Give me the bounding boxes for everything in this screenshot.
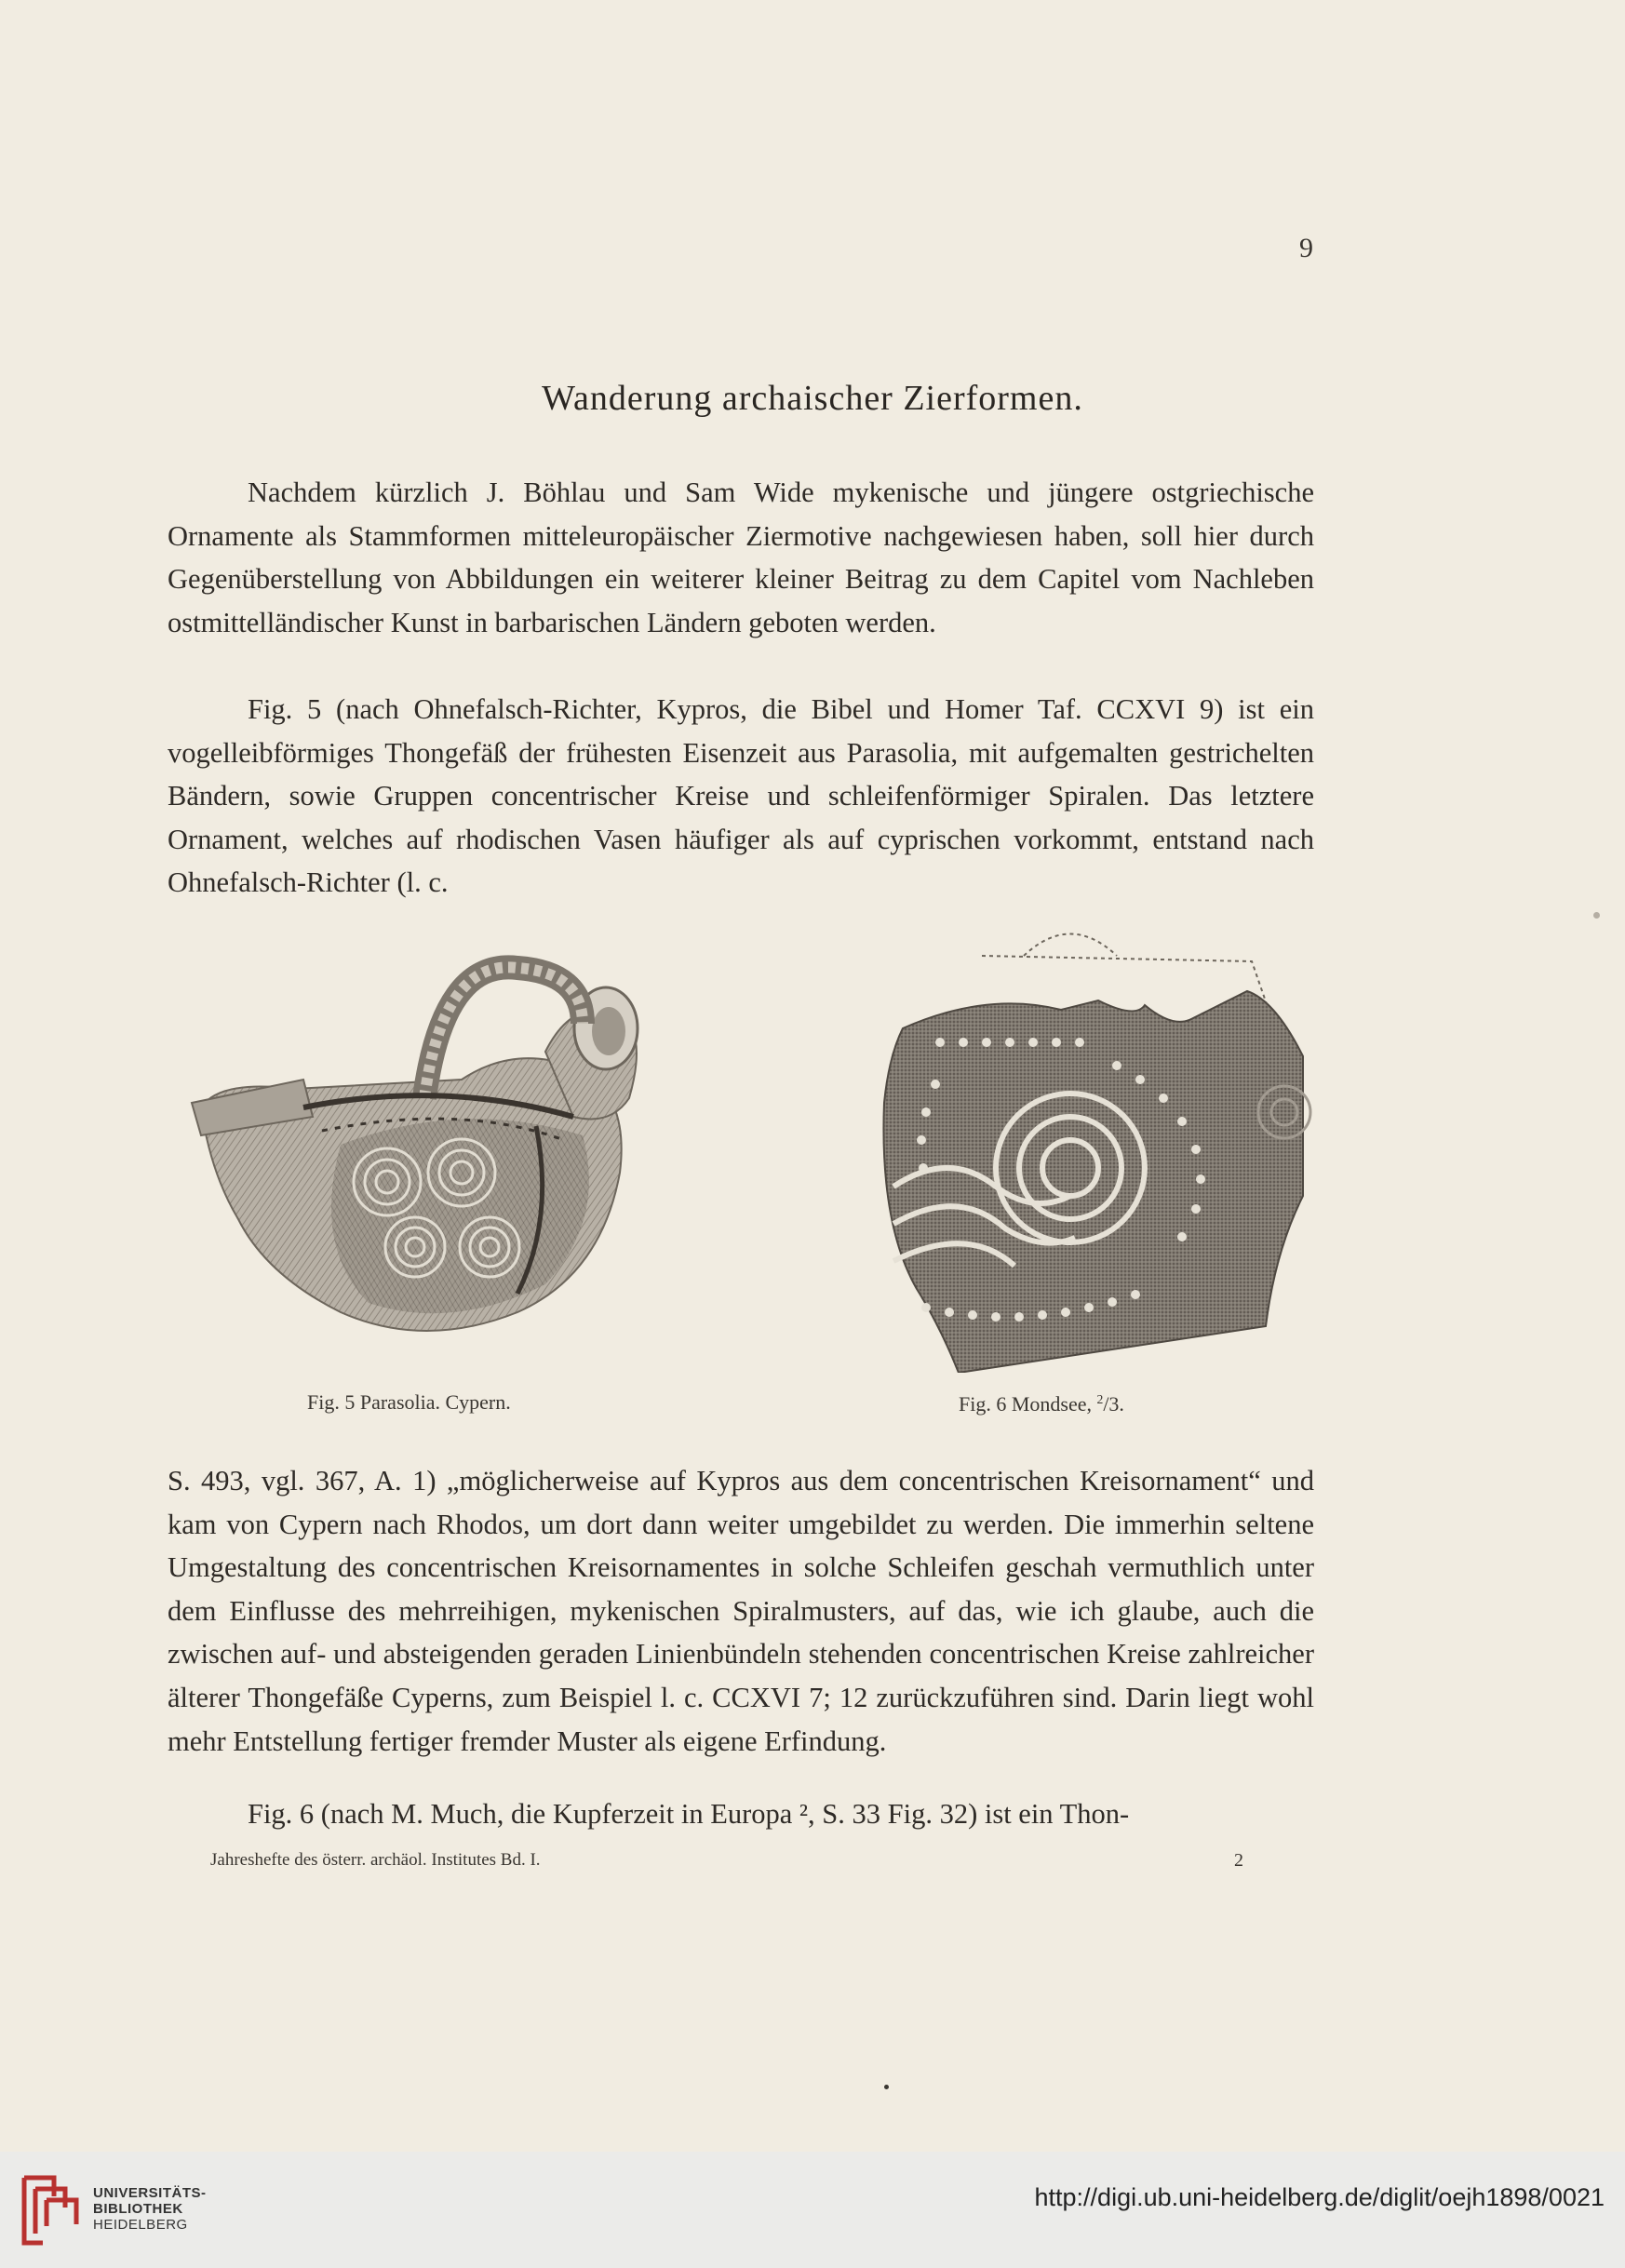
- library-name-line-2: BIBLIOTHEK: [93, 2201, 183, 2217]
- source-url-link[interactable]: http://digi.ub.uni-heidelberg.de/diglit/oejh1898/0021: [1034, 2183, 1605, 2211]
- library-logo-icon: [17, 2168, 89, 2250]
- figure-5-bird-vessel: [182, 940, 666, 1368]
- figure-6-caption: [959, 1392, 1124, 1416]
- paragraph-4-text: Fig. 6 (nach M. Much, die Kupferzeit in Europa ², S. 33 Fig. 32) ist ein Thon-: [248, 1798, 1130, 1830]
- figure-6-caption-text: Fig. 6 Mondsee,: [959, 1392, 1097, 1416]
- signature-mark: 2: [1234, 1850, 1243, 1871]
- library-bar: [0, 2152, 1625, 2268]
- library-name: [93, 2185, 207, 2233]
- page-speck-margin: [1593, 912, 1600, 919]
- article-title: Wanderung archaischer Zierformen.: [542, 379, 1083, 418]
- paragraph-4: [168, 1792, 1314, 1836]
- figure-5-caption: Fig. 5 Parasolia. Cypern.: [307, 1390, 511, 1414]
- library-name-line-1: UNIVERSITÄTS-: [93, 2185, 207, 2201]
- paragraph-1: [168, 471, 1314, 644]
- page-number: 9: [1299, 233, 1313, 263]
- journal-footer: Jahreshefte des österr. archäol. Institutes Bd. I.: [210, 1850, 541, 1870]
- figure-6-scale-numerator: 2: [1096, 1392, 1104, 1406]
- paragraph-1-text: Nachdem kürzlich J. Böhlau und Sam Wide mykenische und jüngere ostgriechische Ornamente als Stammformen mitteleuropäischer Ziermotive nachgewiesen haben, soll hier durch Gegenüberstellung von Abbildungen ein weiterer kleiner Beitrag zu dem Capitel vom Nachleben ostmittelländischer Kunst in barbarischen Ländern geboten werden.: [168, 476, 1314, 638]
- figure-6-pot: [838, 917, 1312, 1373]
- paragraph-3: [168, 1459, 1314, 1763]
- figure-6-scale-denominator: /3.: [1103, 1392, 1124, 1416]
- page-speck: [884, 2085, 889, 2089]
- paragraph-3-text: S. 493, vgl. 367, A. 1) „möglicherweise auf Kypros aus dem concentrischen Kreisornament“ und kam von Cypern nach Rhodos, um dort dann weiter umgebildet zu werden. Die immerhin seltene Umgestaltung des concentrischen Kreisornamentes in solche Schleifen geschah vermuthlich unter dem Einflusse des mehrreihigen, mykenischen Spiralmusters, auf das, wie ich glaube, auch die zwischen auf- und absteigenden geraden Linienbündeln stehenden concentrischen Kreise zahlreicher älterer Thongefäße Cyperns, zum Beispiel l. c. CCXVI 7; 12 zurückzuführen sind. Darin liegt wohl mehr Entstellung fertiger fremder Muster als eigene Erfindung.: [168, 1465, 1314, 1757]
- paragraph-2: [168, 688, 1314, 905]
- library-name-line-3: HEIDELBERG: [93, 2217, 188, 2233]
- paragraph-2-text: Fig. 5 (nach Ohnefalsch-Richter, Kypros, die Bibel und Homer Taf. CCXVI 9) ist ein vogelleibförmiges Thongefäß der frühesten Eisenzeit aus Parasolia, mit aufgemalten gestrichelten Bändern, sowie Gruppen concentrischer Kreise und schleifenförmiger Spiralen. Das letztere Ornament, welches auf rhodischen Vasen häufiger als auf cyprischen vorkommt, entstand nach Ohnefalsch-Richter (l. c.: [168, 693, 1314, 899]
